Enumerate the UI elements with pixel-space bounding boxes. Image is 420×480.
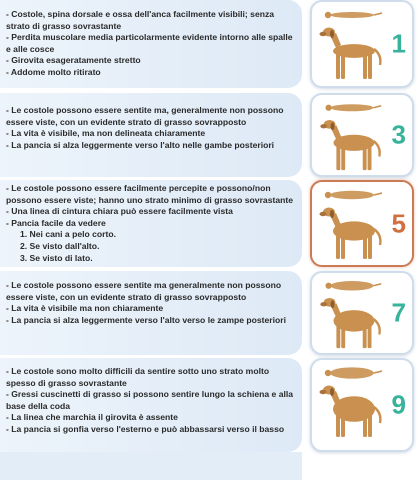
dog-hind-leg <box>363 54 367 79</box>
dog-side-ear <box>330 30 334 38</box>
description-line: - Pancia facile da vedere <box>6 217 106 228</box>
description-line: - La vita è visibile, ma non delineata chiaramente <box>6 128 206 139</box>
dog-top-tail <box>374 371 382 373</box>
description-line: - Una linea di cintura chiara può essere facilmente vista <box>6 206 233 217</box>
description-line: - La vita è visibile ma non chiaramente <box>6 303 164 314</box>
dog-side-ear <box>330 388 334 396</box>
bcs-score: 7 <box>391 297 406 328</box>
dog-illustration <box>316 98 388 176</box>
dog-top-tail <box>373 106 381 108</box>
dog-top-head <box>325 192 331 198</box>
bcs-description-panel <box>0 0 302 88</box>
dog-hind-leg <box>368 54 372 79</box>
dog-illustration <box>316 363 388 449</box>
dog-side-view <box>320 208 381 260</box>
bcs-description-panel <box>0 358 302 452</box>
dog-side-snout <box>320 302 327 306</box>
description-line: - Le costole sono molto difficili da sentire sotto uno strato molto spesso di grasso sovrastante <box>6 366 270 388</box>
dog-illustration <box>316 185 388 265</box>
dog-top-head <box>325 12 331 18</box>
dog-top-view <box>325 12 382 18</box>
dog-side-snout <box>320 390 327 394</box>
description-subline: 2. Se visto dall'alto. <box>20 240 100 251</box>
description-line: - Gressi cuscinetti di grasso si possono sentire lungo la schiena e alla base della coda <box>6 389 294 411</box>
dog-front-leg <box>336 54 340 79</box>
dog-illustration <box>316 276 388 354</box>
description-line: - Le costole possono essere facilmente percepite e possono/non possono essere viste; hanno uno strato minimo di grasso sovrastante <box>6 183 294 205</box>
dog-top-body <box>330 367 374 378</box>
dog-front-leg <box>336 325 340 348</box>
description-line: - La linea che marchia il girovita è assente <box>6 412 178 423</box>
dog-side-snout <box>320 212 327 216</box>
bcs-illustration-card <box>310 0 414 88</box>
description-line: - Costole, spina dorsale e ossa dell'anca facilmente visibili; senza strato di grasso sovrastante <box>6 9 275 31</box>
dog-top-tail <box>374 193 382 195</box>
dog-top-head <box>325 283 331 289</box>
bcs-row-1 <box>0 0 420 88</box>
bcs-score: 1 <box>391 28 406 59</box>
dog-top-body <box>331 104 374 111</box>
dog-side-view <box>320 386 381 438</box>
bcs-row-7 <box>0 271 420 355</box>
dog-hind-leg <box>368 146 372 170</box>
dog-top-head <box>325 105 331 111</box>
bcs-row-3 <box>0 93 420 177</box>
dog-hind-leg <box>363 414 367 437</box>
dog-hind-leg <box>368 235 372 259</box>
dog-side-ear <box>331 300 335 308</box>
dog-front-leg <box>341 54 345 79</box>
description-line: - Le costole possono essere sentite ma, generalmente non possono essere viste, con un evidente strato di grasso sovrapposto <box>6 105 284 127</box>
description-line: - La pancia si alza leggermente verso l'alto verso le zampe posteriori <box>6 314 287 325</box>
dog-hind-leg <box>368 414 372 437</box>
dog-front-leg <box>336 146 340 170</box>
dog-hind-leg <box>368 325 372 348</box>
description-line: - Perdita muscolare media particolarmente evidente intorno alle spalle e alle cosce <box>6 32 293 54</box>
dog-front-leg <box>341 414 345 437</box>
description-line: - Addome molto ritirato <box>6 66 101 77</box>
bcs-description-panel <box>0 271 302 355</box>
dog-top-view <box>325 104 381 111</box>
dog-front-leg <box>341 146 345 170</box>
dog-top-tail <box>373 284 381 286</box>
description-line: - La pancia si alza leggermente verso l'alto nelle gambe posteriori <box>6 139 275 150</box>
dog-top-body <box>330 191 374 199</box>
dog-front-leg <box>341 325 345 348</box>
bcs-illustration-card <box>310 358 414 452</box>
dog-top-view <box>325 281 381 291</box>
bcs-row-9 <box>0 358 420 452</box>
description-line: - La pancia si gonfia verso l'esterno e può abbassarsi verso il basso <box>6 423 285 434</box>
dog-side-view <box>320 120 379 170</box>
dog-side-ear <box>330 210 334 218</box>
description-line: - Girovita esageratamente stretto <box>6 55 141 66</box>
dog-top-body <box>331 281 374 291</box>
description-subline: 1. Nei cani a pelo corto. <box>20 229 116 240</box>
dog-side-view <box>320 28 381 80</box>
dog-side-view <box>320 298 379 348</box>
dog-side-snout <box>320 124 327 128</box>
dog-top-body <box>330 12 374 18</box>
description-line: - Le costole possono essere sentite ma generalmente non possono essere viste, con un evidente strato di grasso sovrapposto <box>6 280 282 302</box>
bcs-score: 5 <box>391 208 406 238</box>
dog-top-head <box>325 370 331 376</box>
dog-front-leg <box>336 414 340 437</box>
dog-hind-leg <box>363 235 367 259</box>
dog-top-tail <box>374 13 382 15</box>
dog-front-leg <box>336 235 340 259</box>
bcs-score: 9 <box>391 389 406 420</box>
dog-illustration <box>316 5 388 85</box>
description-subline: 3. Se visto di lato. <box>20 252 93 263</box>
dog-hind-leg <box>363 146 367 170</box>
bcs-illustration-card-highlighted <box>310 180 414 267</box>
footer-band <box>0 452 302 480</box>
bcs-illustration-card <box>310 271 414 355</box>
bcs-description-panel <box>0 180 302 267</box>
dog-front-leg <box>341 235 345 259</box>
dog-side-ear <box>331 122 335 130</box>
dog-hind-leg <box>363 325 367 348</box>
dog-top-view <box>325 191 382 199</box>
bcs-row-5 <box>0 180 420 267</box>
dog-side-snout <box>320 32 327 36</box>
bcs-score: 3 <box>391 119 406 150</box>
bcs-illustration-card <box>310 93 414 177</box>
dog-top-view <box>325 367 382 378</box>
bcs-description-panel <box>0 93 302 177</box>
